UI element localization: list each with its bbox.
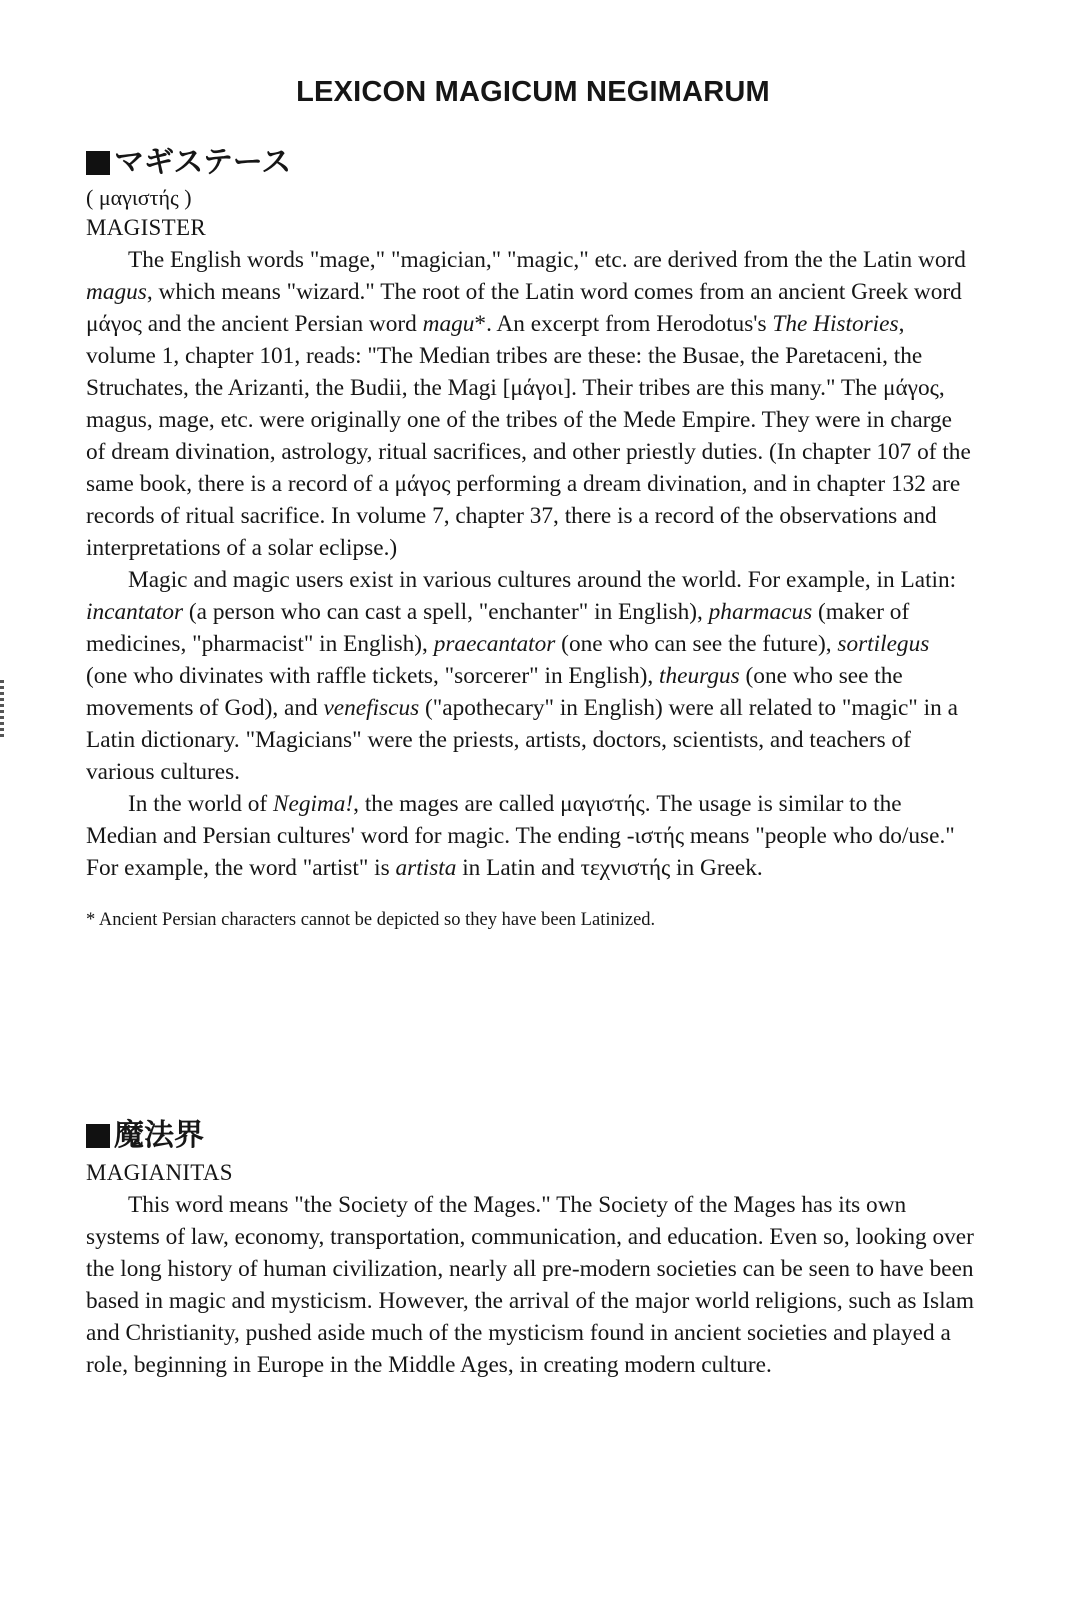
- entry-heading-jp-text: 魔法界: [114, 1118, 204, 1153]
- paragraph: In the world of Negima!, the mages are called μαγιστής. The usage is similar to the Median and Persian cultures' word for magic. The ending -ιστής means "people who do/use." For example, the word "artist" is artista in Latin and τεχνιστής in Greek.: [86, 791, 955, 881]
- footnote: * Ancient Persian characters cannot be depicted so they have been Latinized.: [86, 910, 656, 930]
- square-bullet-icon: [86, 151, 110, 175]
- entry-magister: [86, 142, 976, 932]
- paragraph: The English words "mage," "magician," "magic," etc. are derived from the the Latin word magus, which means "wizard." The root of the Latin word comes from an ancient Greek word μάγος and the ancient Persian word magu*. An excerpt from Herodotus's The Histories, volume 1, chapter 101, reads: "The Median tribes are these: the Busae, the Paretaceni, the Struchates, the Arizanti, the Budii, the Magi [μάγοι]. Their tribes are this many." The μάγος, magus, mage, etc. were originally one of the tribes of the Mede Empire. They were in charge of dream divination, astrology, ritual sacrifices, and other priestly duties. (In chapter 107 of the same book, there is a record of a μάγος performing a dream divination, and in chapter 132 are records of ritual sacrifice. In volume 7, chapter 37, there is a record of the observations and interpretations of a solar eclipse.): [86, 247, 971, 561]
- square-bullet-icon: [86, 1124, 110, 1148]
- entry-heading-latin: MAGIANITAS: [86, 1160, 233, 1185]
- entry-heading-jp: [86, 142, 976, 184]
- page-edge-mark: [0, 680, 4, 738]
- entry-heading-greek: ( μαγιστής ): [86, 185, 192, 210]
- entry-heading-jp: [86, 1115, 976, 1157]
- page-title: LEXICON MAGICUM NEGIMARUM: [296, 76, 770, 108]
- entry-heading-latin: MAGISTER: [86, 215, 206, 240]
- paragraph: Magic and magic users exist in various cultures around the world. For example, in Latin: incantator (a person who can cast a spell, "enchanter" in English), pharmacus (maker of medicines, "pharmacist" in English), praecantator (one who can see the future), sortilegus (one who divinates with raffle tickets, "sorcerer" in English), theurgus (one who see the movements of God), and venefiscus ("apothecary" in English) were all related to "magic" in a Latin dictionary. "Magicians" were the priests, artists, doctors, scientists, and teachers of various cultures.: [86, 567, 958, 785]
- entry-heading-jp-text: マギステース: [114, 145, 292, 180]
- paragraph: This word means "the Society of the Mages." The Society of the Mages has its own systems of law, economy, transportation, communication, and education. Even so, looking over the long history of human civilization, nearly all pre-modern societies can be seen to have been based in magic and mysticism. However, the arrival of the major world religions, such as Islam and Christianity, pushed aside much of the mysticism found in ancient societies and played a role, beginning in Europe in the Middle Ages, in creating modern culture.: [86, 1192, 975, 1378]
- entry-magianitas: [86, 1115, 976, 1381]
